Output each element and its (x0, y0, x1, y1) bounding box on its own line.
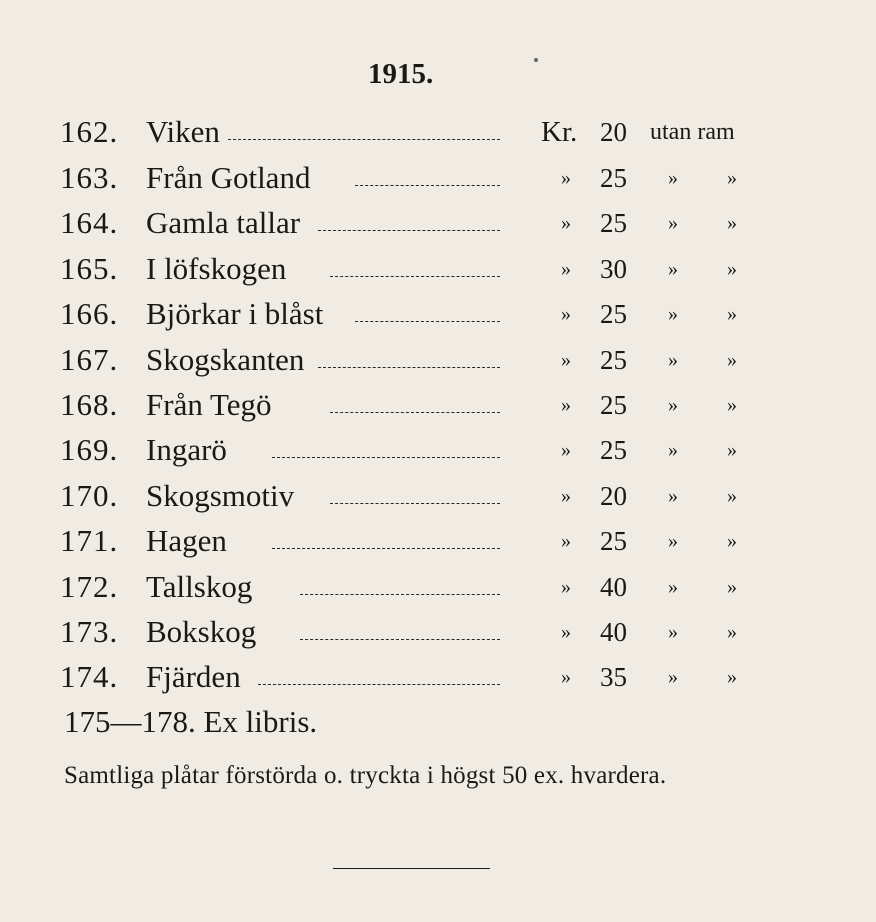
entry-title: Tallskog (146, 568, 253, 604)
dotted-leader (318, 367, 500, 368)
year-heading: 1915. (368, 58, 434, 90)
footer-note: Samtliga plåtar förstörda o. tryckta i högst 50 ex. hvardera. (64, 762, 667, 789)
catalog-entry (0, 385, 876, 425)
ditto-mark: » (727, 394, 737, 416)
entry-price: 25 (600, 435, 627, 466)
ditto-mark: » (561, 484, 571, 507)
ditto-mark: » (668, 484, 678, 507)
dotted-leader (330, 276, 500, 277)
entry-number: 164. (60, 205, 119, 241)
ditto-mark: » (668, 303, 678, 326)
entry-title: Gamla tallar (146, 205, 301, 241)
paper-speck (534, 58, 538, 62)
entry-title: Viken (146, 114, 220, 149)
entry-price: 25 (600, 390, 627, 420)
catalog-entry (0, 158, 876, 198)
entry-title: I löfskogen (146, 250, 287, 286)
dotted-leader (330, 503, 500, 504)
catalog-entry (0, 249, 876, 289)
ditto-mark: » (668, 212, 678, 235)
entry-number: 168. (60, 387, 119, 422)
dotted-leader (355, 185, 500, 186)
entry-price: 40 (600, 617, 627, 647)
ditto-mark: » (727, 212, 737, 235)
ditto-mark: » (668, 348, 678, 371)
ditto-mark: » (561, 394, 571, 416)
catalog-entry (0, 112, 876, 152)
ditto-mark: » (727, 439, 737, 462)
ditto-mark: » (727, 530, 737, 553)
ditto-mark: » (561, 621, 571, 643)
entry-number: 163. (60, 160, 119, 195)
entry-number: 165. (60, 250, 119, 286)
ditto-mark: » (668, 530, 678, 553)
catalog-entry (0, 657, 876, 697)
catalog-entry (0, 567, 876, 607)
ditto-mark: » (727, 303, 737, 326)
entry-title: Fjärden (146, 659, 241, 695)
entry-price: 25 (600, 344, 627, 375)
catalog-entry (0, 521, 876, 561)
entry-number: 173. (60, 614, 119, 649)
ditto-mark: » (727, 575, 737, 598)
ditto-mark: » (561, 530, 571, 553)
catalog-entry (0, 612, 876, 652)
ditto-mark: » (668, 575, 678, 598)
ditto-mark: » (727, 666, 737, 689)
entry-price: 25 (600, 299, 627, 330)
dotted-leader (300, 639, 500, 640)
catalog-entry (0, 294, 876, 334)
ditto-mark: » (668, 666, 678, 689)
catalog-entry (0, 340, 876, 380)
entry-title: Skogsmotiv (146, 477, 295, 513)
entry-number: 171. (60, 523, 119, 559)
entry-price: 40 (600, 571, 627, 602)
dotted-leader (272, 548, 500, 549)
entry-number: 167. (60, 341, 119, 377)
ditto-mark: » (561, 439, 571, 462)
ditto-mark: » (727, 484, 737, 507)
entry-price: 30 (600, 253, 627, 284)
dotted-leader (300, 594, 500, 595)
ditto-mark: » (668, 621, 678, 643)
dotted-leader (272, 457, 500, 458)
entry-price: 25 (600, 163, 627, 193)
ex-libris-entry: 175—178. Ex libris. (64, 704, 318, 739)
ditto-mark: » (561, 257, 571, 280)
entry-title: Ingarö (146, 432, 227, 468)
dotted-leader (318, 230, 500, 231)
ditto-mark: » (561, 303, 571, 326)
catalog-entry (0, 203, 876, 243)
entry-number: 174. (60, 659, 119, 695)
entry-title: Skogskanten (146, 341, 305, 377)
entry-number: 172. (60, 568, 119, 604)
ditto-mark: » (727, 167, 737, 189)
ditto-mark: » (561, 575, 571, 598)
dotted-leader (330, 412, 500, 413)
ditto-mark: » (561, 167, 571, 189)
catalog-entry (0, 476, 876, 516)
entry-price: 35 (600, 662, 627, 693)
dotted-leader (258, 684, 500, 685)
entry-title: Hagen (146, 523, 227, 559)
ditto-mark: » (727, 348, 737, 371)
ditto-mark: » (668, 394, 678, 416)
entry-price: 25 (600, 208, 627, 239)
entry-price: 20 (600, 117, 627, 147)
catalog-entry (0, 430, 876, 470)
ditto-mark: » (561, 666, 571, 689)
ditto-mark: » (727, 257, 737, 280)
ditto-mark: » (668, 439, 678, 462)
ditto-mark: » (561, 348, 571, 371)
ditto-mark: » (668, 257, 678, 280)
entry-price: 20 (600, 480, 627, 511)
entry-number: 169. (60, 432, 119, 468)
entry-title: Bokskog (146, 614, 257, 649)
dotted-leader (228, 139, 500, 140)
frame-note: utan ram (650, 119, 735, 145)
entry-number: 170. (60, 477, 119, 513)
currency-label: Kr. (541, 116, 578, 148)
entry-title: Från Gotland (146, 160, 311, 195)
ditto-mark: » (668, 167, 678, 189)
entry-number: 166. (60, 296, 119, 332)
entry-price: 25 (600, 526, 627, 557)
dotted-leader (355, 321, 500, 322)
end-rule (333, 868, 490, 869)
ditto-mark: » (727, 621, 737, 643)
entry-title: Från Tegö (146, 387, 272, 422)
ditto-mark: » (561, 212, 571, 235)
entry-title: Björkar i blåst (146, 296, 324, 332)
entry-number: 162. (60, 114, 119, 149)
